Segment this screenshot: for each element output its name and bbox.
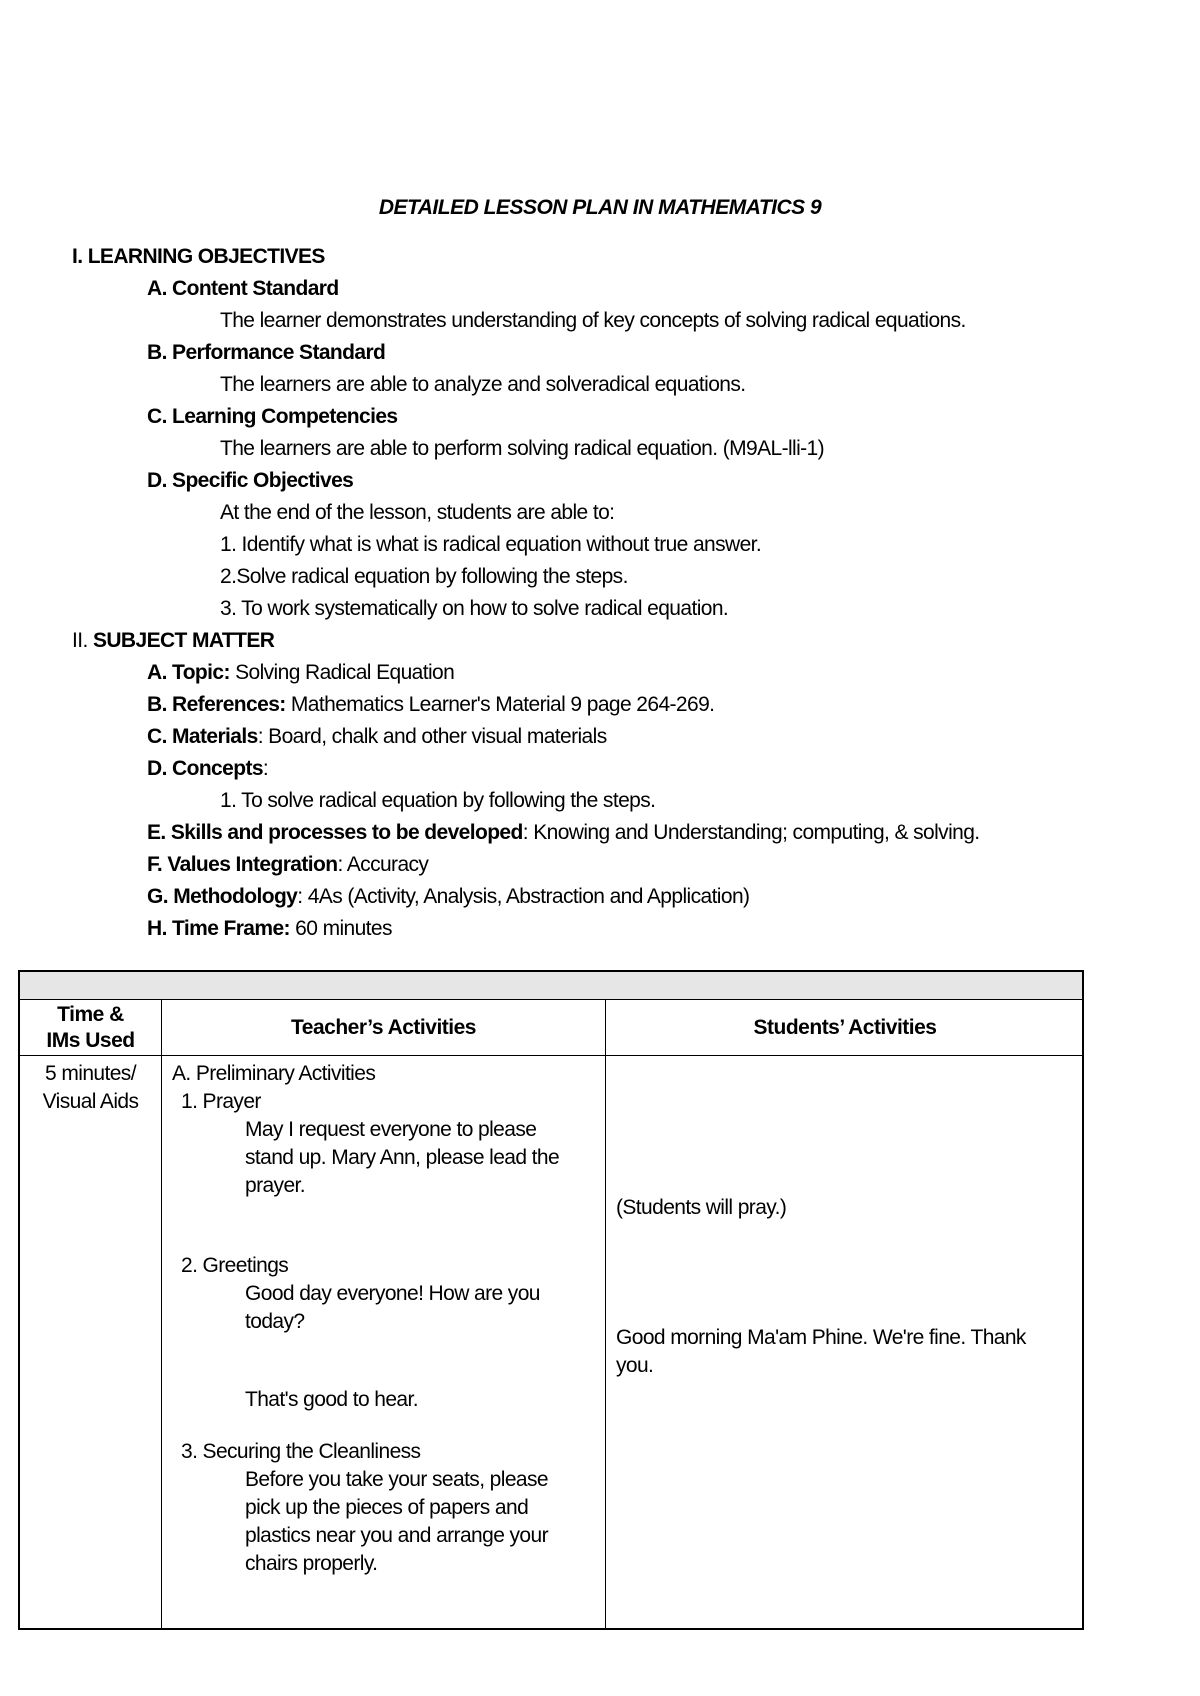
subject-matter-prefix: II. bbox=[72, 629, 93, 652]
values-value: : Accuracy bbox=[337, 853, 429, 876]
time-cell bbox=[20, 1060, 161, 1116]
methodology-label: G. Methodology bbox=[147, 885, 298, 908]
methodology-value: : 4As (Activity, Analysis, Abstraction and Application) bbox=[297, 885, 750, 908]
timeframe-value: 60 minutes bbox=[289, 917, 392, 940]
specific-objective-item: 2.Solve radical equation by following the steps. bbox=[220, 565, 628, 588]
time-cell-line2: Visual Aids bbox=[42, 1090, 139, 1113]
references-line bbox=[147, 692, 714, 718]
timeframe-label: H. Time Frame: bbox=[147, 917, 290, 940]
topic-line bbox=[147, 660, 454, 686]
header-teacher: Teacher’s Activities bbox=[291, 1016, 476, 1039]
content-standard-text: The learner demonstrates understanding of key concepts of solving radical equations. bbox=[220, 309, 966, 332]
document-title: DETAILED LESSON PLAN IN MATHEMATICS 9 bbox=[378, 196, 822, 219]
topic-value: Solving Radical Equation bbox=[229, 661, 455, 684]
specific-objective-item: 1. Identify what is what is radical equation without true answer. bbox=[220, 533, 762, 556]
references-value: Mathematics Learner's Material 9 page 264-269. bbox=[285, 693, 715, 716]
teacher-section-heading: A. Preliminary Activities bbox=[172, 1062, 376, 1085]
header-students: Students’ Activities bbox=[753, 1016, 937, 1039]
objectives-heading: I. LEARNING OBJECTIVES bbox=[72, 245, 325, 268]
teacher-followup-line: That's good to hear. bbox=[245, 1388, 418, 1411]
skills-value: : Knowing and Understanding; computing, & solving. bbox=[522, 821, 980, 844]
skills-label: E. Skills and processes to be developed bbox=[147, 821, 523, 844]
table-band bbox=[20, 972, 1082, 1000]
performance-standard-label: B. Performance Standard bbox=[147, 341, 386, 364]
teacher-item-line: stand up. Mary Ann, please lead the bbox=[245, 1146, 560, 1169]
teacher-item-line: prayer. bbox=[245, 1174, 305, 1197]
references-label: B. References: bbox=[147, 693, 286, 716]
teacher-item-line: chairs properly. bbox=[245, 1552, 378, 1575]
skills-line bbox=[147, 820, 980, 846]
competencies-label: C. Learning Competencies bbox=[147, 405, 398, 428]
student-response-line: you. bbox=[616, 1354, 654, 1377]
teacher-item-line: today? bbox=[245, 1310, 305, 1333]
materials-label: C. Materials bbox=[147, 725, 258, 748]
materials-line bbox=[147, 724, 607, 750]
values-line bbox=[147, 852, 428, 878]
time-cell-line1: 5 minutes/ bbox=[45, 1062, 136, 1085]
concepts-value: : bbox=[262, 757, 269, 780]
values-label: F. Values Integration bbox=[147, 853, 338, 876]
performance-standard-text: The learners are able to analyze and solveradical equations. bbox=[220, 373, 746, 396]
teacher-item-title: 2. Greetings bbox=[181, 1254, 289, 1277]
teacher-item-line: plastics near you and arrange your bbox=[245, 1524, 548, 1547]
competencies-text: The learners are able to perform solving radical equation. (M9AL-lli-1) bbox=[220, 437, 825, 460]
subject-matter-title: SUBJECT MATTER bbox=[92, 629, 275, 652]
topic-label: A. Topic: bbox=[147, 661, 230, 684]
teacher-item-title: 1. Prayer bbox=[181, 1090, 261, 1113]
concepts-item: 1. To solve radical equation by following the steps. bbox=[220, 789, 656, 812]
subject-matter-heading bbox=[72, 628, 274, 654]
teacher-item-line: pick up the pieces of papers and bbox=[245, 1496, 529, 1519]
specific-objectives-intro: At the end of the lesson, students are able to: bbox=[220, 501, 615, 524]
teacher-item-title: 3. Securing the Cleanliness bbox=[181, 1440, 421, 1463]
student-response-line: Good morning Ma'am Phine. We're fine. Thank bbox=[616, 1326, 1026, 1349]
student-response: (Students will pray.) bbox=[616, 1196, 787, 1219]
specific-objective-item: 3. To work systematically on how to solve radical equation. bbox=[220, 597, 729, 620]
specific-objectives-label: D. Specific Objectives bbox=[147, 469, 354, 492]
header-time bbox=[20, 1000, 161, 1056]
header-time-line2: IMs Used bbox=[46, 1029, 135, 1052]
column-divider bbox=[161, 1000, 162, 1628]
concepts-label: D. Concepts bbox=[147, 757, 263, 780]
materials-value: : Board, chalk and other visual materials bbox=[257, 725, 607, 748]
activities-table bbox=[18, 970, 1084, 1630]
table-header-row bbox=[20, 1000, 1082, 1056]
header-time-line1: Time & bbox=[57, 1003, 124, 1026]
column-divider bbox=[605, 1000, 606, 1628]
methodology-line bbox=[147, 884, 749, 910]
teacher-item-line: Good day everyone! How are you bbox=[245, 1282, 540, 1305]
teacher-item-line: Before you take your seats, please bbox=[245, 1468, 548, 1491]
content-standard-label: A. Content Standard bbox=[147, 277, 339, 300]
teacher-item-line: May I request everyone to please bbox=[245, 1118, 537, 1141]
timeframe-line bbox=[147, 916, 392, 942]
concepts-line bbox=[147, 756, 268, 782]
